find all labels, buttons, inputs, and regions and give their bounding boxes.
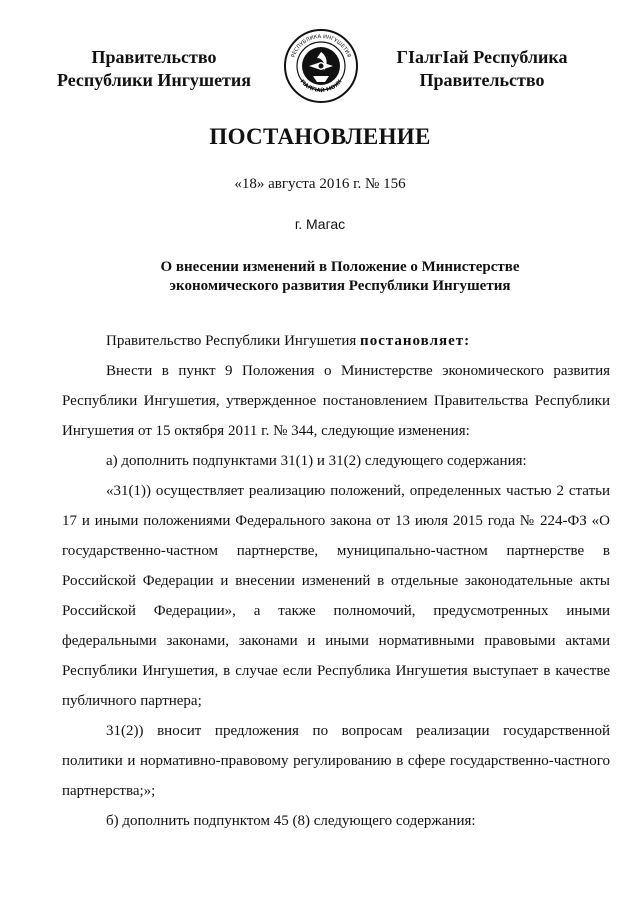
- paragraph-5: б) дополнить подпунктом 45 (8) следующего содержания:: [106, 813, 476, 829]
- document-subject: [160, 258, 520, 296]
- header-right: [352, 46, 612, 92]
- paragraph-2: а) дополнить подпунктами 31(1) и 31(2) следующего содержания:: [106, 453, 527, 469]
- city-line: г. Магас: [294, 216, 346, 232]
- paragraph-1: Внести в пункт 9 Положения о Министерстве экономического развития Республики Ингушетия, утвержденное постановлением Правительства Республики Ингушетия от 15 октября 2011 г. № 344, следующие изменения:: [62, 363, 610, 439]
- decree-word: постановляет:: [360, 333, 471, 349]
- intro-paragraph: [62, 326, 610, 356]
- subject-line1: О внесении изменений в Положение о Министерстве: [160, 259, 520, 275]
- paragraph-4: 31(2)) вносит предложения по вопросам реализации государственной политики и нормативно-правовому регулированию в сфере государственно-частного партнерства;»;: [62, 723, 610, 799]
- date-and-number: «18» августа 2016 г. № 156: [234, 176, 406, 192]
- header-left-line1: Правительство: [91, 47, 217, 67]
- header-left: [24, 46, 284, 92]
- header-left-line2: Республики Ингушетия: [56, 70, 252, 90]
- svg-text:РЕСПУБЛИКА ИНГУШЕТИЯ: РЕСПУБЛИКА ИНГУШЕТИЯ: [290, 33, 352, 59]
- document-title: ПОСТАНОВЛЕНИЕ: [209, 124, 431, 149]
- coat-of-arms-emblem: [283, 26, 359, 108]
- paragraph-3: «31(1)) осуществляет реализацию положений, определенных частью 2 статьи 17 и иными положениями Федерального закона от 13 июля 2015 года № 224-ФЗ «О государственно-частном партнерстве, муниципально-частном партнерстве в Российской Федерации и внесении изменений в отдельные законодательные акты Российской Федерации», а также полномочий, предусмотренных иными федеральными законами, законами и иными нормативными правовыми актами Республики Ингушетия, в случае если Республика Ингушетия выступает в качестве публичного партнера;: [62, 483, 610, 709]
- subject-line2: экономического развития Республики Ингушетия: [169, 278, 511, 294]
- header-right-line2: Правительство: [419, 70, 545, 90]
- header-right-line1: ГIалгIай Республика: [396, 47, 568, 67]
- svg-text:ГIАЛГIАЙ МОХК: ГIАЛГIАЙ МОХК: [298, 78, 344, 95]
- intro-text: Правительство Республики Ингушетия: [106, 333, 361, 349]
- document-body: [62, 326, 610, 836]
